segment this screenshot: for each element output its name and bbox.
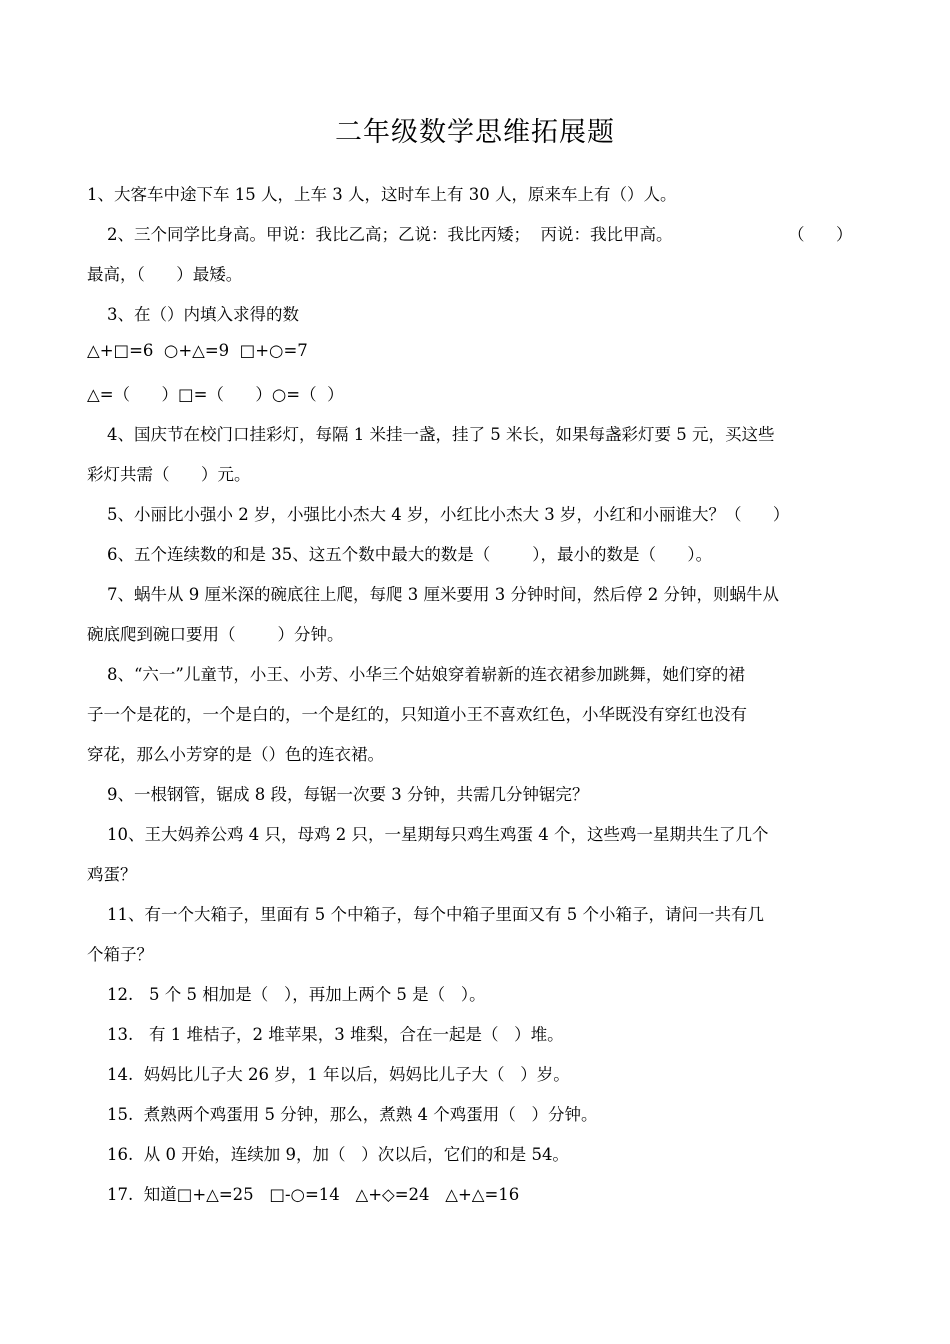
question-16: 16. 从 0 开始，连续加 9，加（ ）次以后，它们的和是 54。 xyxy=(107,1145,569,1164)
question-2-line-1: 2、三个同学比身高。甲说：我比乙高；乙说：我比丙矮； 丙说：我比甲高。 xyxy=(107,225,673,244)
question-4-line-1: 4、国庆节在校门口挂彩灯，每隔 1 米挂一盏，挂了 5 米长，如果每盏彩灯要 5 元，买这些 xyxy=(107,425,775,444)
question-8-line-2: 子一个是花的，一个是白的，一个是红的，只知道小王不喜欢红色，小华既没有穿红也没有 xyxy=(87,705,747,724)
question-8-line-1: 8、“六一”儿童节，小王、小芳、小华三个姑娘穿着崭新的连衣裙参加跳舞，她们穿的裙 xyxy=(107,665,745,684)
question-3-equations: △+□=6 ○+△=9 □+○=7 xyxy=(87,341,308,360)
question-1: 1、大客车中途下车 15 人，上车 3 人，这时车上有 30 人，原来车上有（）人。 xyxy=(87,185,677,204)
question-10-line-1: 10、王大妈养公鸡 4 只，母鸡 2 只，一星期每只鸡生鸡蛋 4 个，这些鸡一星期共生了几个 xyxy=(107,825,769,844)
question-3: 3、在（）内填入求得的数 xyxy=(107,305,299,324)
question-15: 15. 煮熟两个鸡蛋用 5 分钟，那么，煮熟 4 个鸡蛋用（ ）分钟。 xyxy=(107,1105,598,1124)
question-6: 6、五个连续数的和是 35、这五个数中最大的数是（ ），最小的数是（ ）。 xyxy=(107,545,713,564)
question-8-line-3: 穿花，那么小芳穿的是（）色的连衣裙。 xyxy=(87,745,384,764)
question-11-line-1: 11、有一个大箱子，里面有 5 个中箱子，每个中箱子里面又有 5 个小箱子，请问一共有几 xyxy=(107,905,764,924)
question-4-line-2: 彩灯共需（ ）元。 xyxy=(87,465,251,484)
question-2-blank: （ ） xyxy=(788,225,853,244)
question-7-line-2: 碗底爬到碗口要用（ ）分钟。 xyxy=(87,625,344,644)
question-17: 17. 知道□+△=25 □-○=14 △+◇=24 △+△=16 xyxy=(107,1185,520,1204)
question-7-line-1: 7、蜗牛从 9 厘米深的碗底往上爬，每爬 3 厘米要用 3 分钟时间，然后停 2 分钟，则蜗牛从 xyxy=(107,585,779,604)
question-11-line-2: 个箱子？ xyxy=(87,945,153,964)
question-13: 13. 有 1 堆桔子，2 堆苹果，3 堆梨，合在一起是（ ）堆。 xyxy=(107,1025,564,1044)
question-10-line-2: 鸡蛋？ xyxy=(87,865,137,884)
question-5: 5、小丽比小强小 2 岁，小强比小杰大 4 岁，小红比小杰大 3 岁，小红和小丽谁大？（ ） xyxy=(107,505,790,524)
question-9: 9、一根钢管，锯成 8 段，每锯一次要 3 分钟，共需几分钟锯完？ xyxy=(107,785,589,804)
page-title: 二年级数学思维拓展题 xyxy=(335,117,615,148)
question-3-answers: △=（ ）□=（ ）○=（ ） xyxy=(87,385,344,404)
question-12: 12. 5 个 5 相加是（ ），再加上两个 5 是（ ）。 xyxy=(107,985,486,1004)
question-2-line-2: 最高，（ ）最矮。 xyxy=(87,265,243,284)
question-14: 14. 妈妈比儿子大 26 岁，1 年以后，妈妈比儿子大（ ）岁。 xyxy=(107,1065,570,1084)
